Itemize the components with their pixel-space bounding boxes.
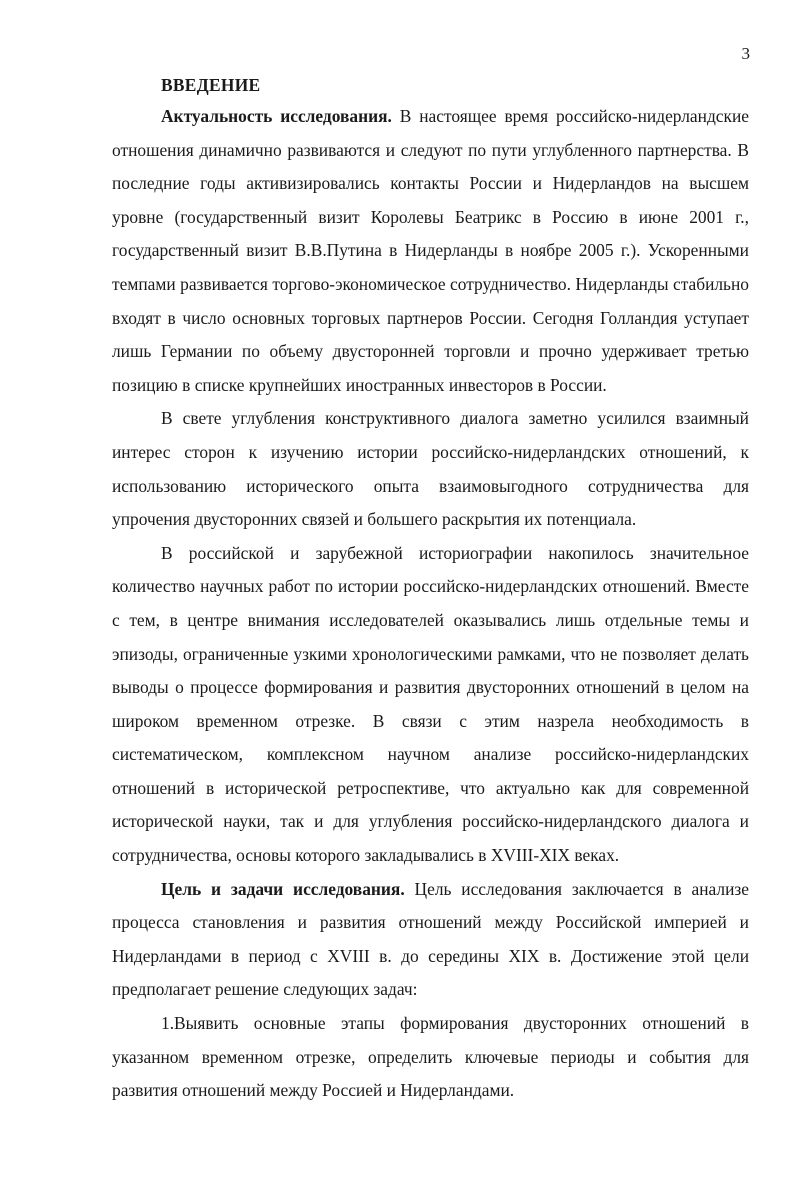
paragraph-text: В свете углубления конструктивного диалога заметно усилился взаимный интерес сторон к изучению истории российско-нидерландских отношений, к использованию исторического опыта взаимовыгодного сотрудничества для упрочения двусторонних связей и большего раскрытия их потенциала. [112,408,749,530]
paragraph-text: В настоящее время российско-нидерландские отношения динамично развиваются и следуют по пути углубленного партнерства. В последние годы активизировались контакты России и Нидерландов на высшем уровне (государственный визит Королевы Беатрикс в Россию в июне 2001 г., государственный визит В.В.Путина в Нидерланды в ноябре 2005 г.). Ускоренными темпами развивается торгово-экономическое сотрудничество. Нидерланды стабильно входят в число основных торговых партнеров России. Сегодня Голландия уступает лишь Германии по объему двусторонней торговли и прочно удерживает третью позицию в списке крупнейших иностранных инвесторов в России. [112,106,750,395]
paragraph-text: Цель исследования заключается в анализе процесса становления и развития отношений между Российской империей и Нидерландами в период с XVIII в. до середины XIX в. Достижение этой цели предполагает решение следующих задач: [112,878,749,1000]
paragraph-text: В российской и зарубежной историографии накопилось значительное количество научных работ по истории российско-нидерландских отношений. Вместе с тем, в центре внимания исследователей оказывались лишь отдельные темы и эпизоды, ограниченные узкими хронологическими рамками, что не позволяет делать выводы о процессе формирования и развития двусторонних отношений в целом на широком временном отрезке. В связи с этим назрела необходимость в систематическом, комплексном научном анализе российско-нидерландских отношений в исторической ретроспективе, что актуально как для современной исторической науки, так и для углубления российско-нидерландского диалога и сотрудничества, основы которого закладывались в XVIII-XIX веках. [112,542,749,866]
paragraph-text: 1.Выявить основные этапы формирования двусторонних отношений в указанном временном отрезке, определить ключевые периоды и события для развития отношений между Россией и Нидерландами. [112,1013,749,1101]
paragraph-lead: Актуальность исследования. [161,106,392,126]
document-body [112,70,749,1108]
paragraph-task-1 [112,1007,749,1108]
paragraph-goals [112,873,749,1007]
page-number: 3 [741,44,750,63]
paragraph-lead: Цель и задачи исследования. [161,878,405,899]
paragraph-relevance [112,100,749,402]
paragraph-historiography [112,537,749,873]
paragraph-dialogue [112,402,749,536]
section-heading: ВВЕДЕНИЕ [161,75,261,95]
